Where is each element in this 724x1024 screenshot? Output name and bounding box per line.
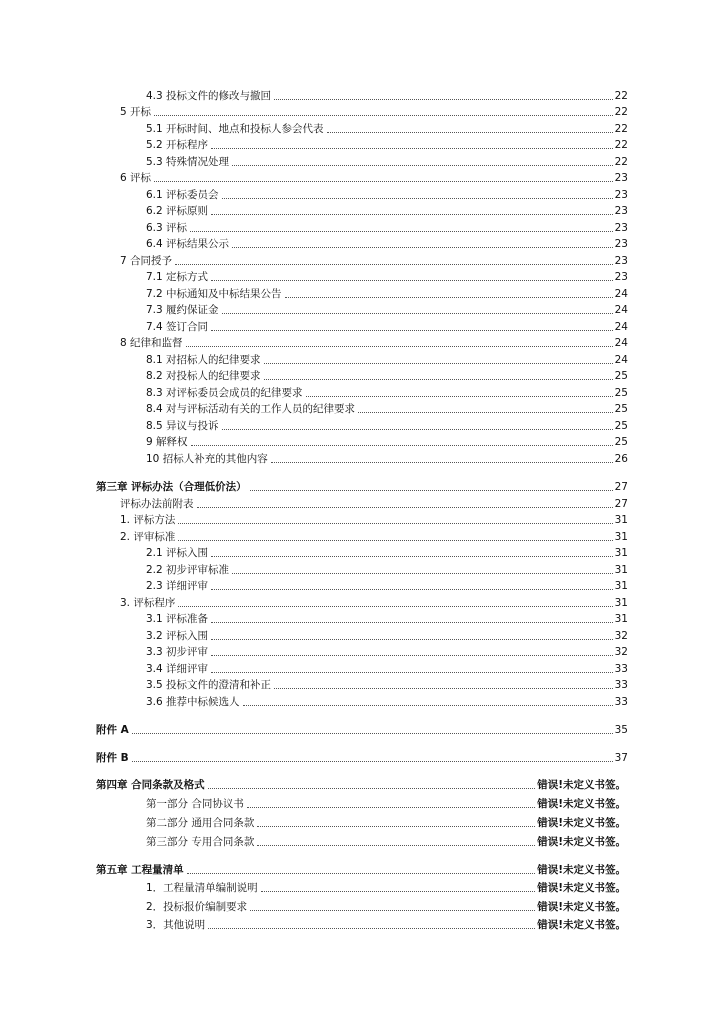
toc-dot-leader	[154, 115, 613, 116]
toc-dot-leader	[250, 910, 535, 911]
toc-entry[interactable]	[146, 694, 628, 709]
toc-entry[interactable]	[146, 611, 628, 626]
toc-dot-leader	[211, 622, 613, 623]
toc-entry[interactable]	[146, 899, 626, 914]
toc-entry-title: 2.1 评标入围	[146, 547, 209, 559]
toc-dot-leader	[211, 280, 613, 281]
toc-entry-page: 23	[614, 205, 628, 217]
toc-entry-page: 错误!未定义书签。	[537, 901, 626, 913]
toc-entry[interactable]	[146, 302, 628, 317]
toc-dot-leader	[250, 490, 613, 491]
toc-dot-leader	[211, 655, 613, 656]
toc-entry-page: 22	[614, 139, 628, 151]
toc-entry[interactable]	[146, 917, 626, 932]
toc-entry-page: 23	[614, 189, 628, 201]
toc-entry[interactable]	[146, 88, 628, 103]
toc-entry-title: 2．投标报价编制要求	[146, 901, 248, 913]
toc-entry-page: 22	[614, 156, 628, 168]
toc-entry-page: 24	[614, 304, 628, 316]
toc-dot-leader	[154, 181, 613, 182]
toc-entry-page: 错误!未定义书签。	[537, 919, 626, 931]
toc-entry-page: 23	[614, 238, 628, 250]
toc-dot-leader	[186, 346, 613, 347]
toc-entry-title: 5 开标	[120, 106, 152, 118]
toc-dot-leader	[222, 198, 613, 199]
toc-dot-leader	[211, 330, 613, 331]
toc-entry-title: 第三章 评标办法（合理低价法）	[96, 481, 247, 493]
toc-dot-leader	[211, 556, 613, 557]
toc-entry-page: 25	[614, 403, 628, 415]
toc-entry[interactable]	[146, 834, 626, 849]
toc-dot-leader	[261, 891, 536, 892]
toc-entry[interactable]	[120, 595, 628, 610]
toc-entry-title: 第一部分 合同协议书	[146, 798, 244, 810]
toc-entry-page: 23	[614, 271, 628, 283]
toc-entry-title: 6.4 评标结果公示	[146, 238, 230, 250]
toc-entry[interactable]	[146, 269, 628, 284]
toc-entry[interactable]	[146, 677, 628, 692]
toc-entry-page: 33	[614, 679, 628, 691]
toc-entry-title: 8.3 对评标委员会成员的纪律要求	[146, 387, 303, 399]
toc-entry-title: 8 纪律和监督	[120, 337, 183, 349]
toc-entry-page: 23	[614, 172, 628, 184]
toc-dot-leader	[358, 412, 613, 413]
toc-entry[interactable]	[146, 385, 628, 400]
toc-entry[interactable]	[146, 796, 626, 811]
toc-entry-page: 31	[614, 564, 628, 576]
toc-entry-page: 32	[614, 630, 628, 642]
toc-dot-leader	[232, 573, 613, 574]
toc-entry[interactable]	[146, 644, 628, 659]
toc-entry[interactable]	[96, 750, 628, 765]
toc-entry[interactable]	[96, 722, 628, 737]
toc-entry-page: 24	[614, 321, 628, 333]
toc-entry[interactable]	[146, 628, 628, 643]
toc-entry-page: 23	[614, 255, 628, 267]
toc-dot-leader	[178, 606, 612, 607]
toc-dot-leader	[274, 99, 613, 100]
toc-dot-leader	[327, 132, 613, 133]
toc-dot-leader	[211, 639, 613, 640]
toc-dot-leader	[264, 379, 613, 380]
toc-entry[interactable]	[120, 170, 628, 185]
toc-entry-title: 7.4 签订合同	[146, 321, 209, 333]
toc-dot-leader	[187, 873, 536, 874]
toc-entry-page: 31	[614, 547, 628, 559]
toc-entry[interactable]	[146, 137, 628, 152]
toc-entry[interactable]	[146, 154, 628, 169]
toc-entry-page: 错误!未定义书签。	[537, 817, 626, 829]
toc-dot-leader	[222, 313, 613, 314]
toc-entry[interactable]	[146, 451, 628, 466]
toc-entry-page: 37	[614, 752, 628, 764]
toc-entry-title: 3. 评标程序	[120, 597, 176, 609]
toc-entry-title: 附件 A	[96, 724, 129, 736]
toc-entry-title: 7.1 定标方式	[146, 271, 209, 283]
toc-entry-page: 33	[614, 663, 628, 675]
toc-entry[interactable]	[146, 121, 628, 136]
toc-dot-leader	[211, 214, 613, 215]
toc-entry-page: 23	[614, 222, 628, 234]
toc-dot-leader	[306, 396, 613, 397]
toc-dot-leader	[175, 264, 613, 265]
toc-entry[interactable]	[96, 862, 626, 877]
toc-entry-page: 22	[614, 106, 628, 118]
toc-entry-page: 31	[614, 597, 628, 609]
toc-dot-leader	[132, 761, 613, 762]
toc-entry-title: 8.4 对与评标活动有关的工作人员的纪律要求	[146, 403, 356, 415]
toc-dot-leader	[274, 688, 613, 689]
toc-entry-page: 25	[614, 387, 628, 399]
toc-entry[interactable]	[120, 512, 628, 527]
toc-entry-title: 7 合同授予	[120, 255, 173, 267]
toc-dot-leader	[208, 788, 536, 789]
toc-dot-leader	[222, 429, 613, 430]
toc-dot-leader	[211, 148, 613, 149]
toc-entry-title: 5.1 开标时间、地点和投标人参会代表	[146, 123, 324, 135]
toc-entry[interactable]	[146, 562, 628, 577]
toc-dot-leader	[197, 507, 613, 508]
toc-entry-title: 2. 评审标准	[120, 531, 176, 543]
toc-entry-page: 22	[614, 90, 628, 102]
toc-entry-title: 3．其他说明	[146, 919, 206, 931]
toc-entry-title: 7.2 中标通知及中标结果公告	[146, 288, 282, 300]
toc-entry[interactable]	[120, 529, 628, 544]
toc-entry[interactable]	[120, 253, 628, 268]
toc-entry-page: 35	[614, 724, 628, 736]
toc-entry-page: 31	[614, 531, 628, 543]
toc-entry[interactable]	[120, 496, 628, 511]
toc-dot-leader	[257, 826, 535, 827]
toc-entry-title: 第五章 工程量清单	[96, 864, 184, 876]
toc-entry-title: 8.1 对招标人的纪律要求	[146, 354, 261, 366]
toc-entry[interactable]	[96, 479, 628, 494]
toc-entry[interactable]	[146, 319, 628, 334]
toc-entry-title: 3.6 推荐中标候选人	[146, 696, 240, 708]
toc-entry-title: 1．工程量清单编制说明	[146, 882, 258, 894]
toc-entry[interactable]	[146, 220, 628, 235]
toc-entry[interactable]	[146, 434, 628, 449]
toc-entry-title: 5.3 特殊情况处理	[146, 156, 230, 168]
toc-entry-page: 错误!未定义书签。	[537, 836, 626, 848]
toc-dot-leader	[178, 523, 612, 524]
toc-entry-title: 2.3 详细评审	[146, 580, 209, 592]
toc-entry[interactable]	[146, 368, 628, 383]
toc-dot-leader	[178, 540, 612, 541]
toc-entry-page: 27	[614, 481, 628, 493]
toc-entry[interactable]	[146, 401, 628, 416]
toc-entry-page: 24	[614, 354, 628, 366]
toc-entry-title: 8.5 异议与投诉	[146, 420, 219, 432]
toc-entry[interactable]	[146, 545, 628, 560]
toc-entry[interactable]	[146, 880, 626, 895]
toc-entry-page: 24	[614, 288, 628, 300]
toc-entry-title: 3.1 评标准备	[146, 613, 209, 625]
toc-entry-title: 6.2 评标原则	[146, 205, 209, 217]
toc-entry[interactable]	[146, 661, 628, 676]
toc-entry-title: 8.2 对投标人的纪律要求	[146, 370, 261, 382]
toc-entry-page: 31	[614, 580, 628, 592]
toc-entry-page: 27	[614, 498, 628, 510]
toc-dot-leader	[190, 231, 613, 232]
toc-entry[interactable]	[146, 418, 628, 433]
toc-entry-title: 1. 评标方法	[120, 514, 176, 526]
toc-entry[interactable]	[146, 815, 626, 830]
toc-entry-title: 评标办法前附表	[120, 498, 194, 510]
toc-entry-title: 第四章 合同条款及格式	[96, 779, 205, 791]
toc-entry[interactable]	[146, 578, 628, 593]
toc-entry-page: 错误!未定义书签。	[537, 779, 626, 791]
toc-entry-title: 3.3 初步评审	[146, 646, 209, 658]
toc-entry-title: 5.2 开标程序	[146, 139, 209, 151]
toc-entry-page: 32	[614, 646, 628, 658]
toc-dot-leader	[191, 445, 613, 446]
toc-entry-page: 31	[614, 514, 628, 526]
toc-dot-leader	[208, 928, 535, 929]
toc-entry-title: 附件 B	[96, 752, 129, 764]
toc-entry-page: 25	[614, 420, 628, 432]
toc-dot-leader	[243, 705, 613, 706]
toc-entry-title: 10 招标人补充的其他内容	[146, 453, 268, 465]
toc-entry-title: 6.3 评标	[146, 222, 188, 234]
toc-entry[interactable]	[120, 104, 628, 119]
toc-dot-leader	[285, 297, 613, 298]
toc-dot-leader	[232, 165, 613, 166]
toc-entry-page: 24	[614, 337, 628, 349]
toc-dot-leader	[257, 845, 535, 846]
toc-entry-title: 3.2 评标入围	[146, 630, 209, 642]
toc-entry-page: 26	[614, 453, 628, 465]
toc-entry[interactable]	[146, 203, 628, 218]
toc-entry[interactable]	[120, 335, 628, 350]
toc-entry-title: 第三部分 专用合同条款	[146, 836, 255, 848]
toc-entry[interactable]	[146, 187, 628, 202]
toc-entry-title: 6.1 评标委员会	[146, 189, 219, 201]
toc-entry-page: 错误!未定义书签。	[537, 798, 626, 810]
toc-entry-title: 7.3 履约保证金	[146, 304, 219, 316]
toc-entry-title: 3.4 详细评审	[146, 663, 209, 675]
toc-entry-title: 6 评标	[120, 172, 152, 184]
toc-entry-page: 31	[614, 613, 628, 625]
toc-entry[interactable]	[96, 777, 626, 792]
toc-dot-leader	[264, 363, 613, 364]
toc-entry-page: 25	[614, 370, 628, 382]
toc-entry-title: 3.5 投标文件的澄清和补正	[146, 679, 272, 691]
toc-entry-page: 错误!未定义书签。	[537, 864, 626, 876]
toc-dot-leader	[232, 247, 613, 248]
toc-dot-leader	[247, 807, 535, 808]
toc-dot-leader	[132, 733, 613, 734]
toc-entry-page: 22	[614, 123, 628, 135]
toc-entry-title: 第二部分 通用合同条款	[146, 817, 255, 829]
toc-entry-title: 9 解释权	[146, 436, 188, 448]
toc-dot-leader	[211, 589, 613, 590]
toc-dot-leader	[211, 672, 613, 673]
toc-entry[interactable]	[146, 352, 628, 367]
toc-entry[interactable]	[146, 236, 628, 251]
toc-entry-title: 2.2 初步评审标准	[146, 564, 230, 576]
toc-entry-page: 33	[614, 696, 628, 708]
toc-entry-page: 错误!未定义书签。	[537, 882, 626, 894]
toc-entry-page: 25	[614, 436, 628, 448]
toc-entry-title: 4.3 投标文件的修改与撤回	[146, 90, 272, 102]
toc-dot-leader	[271, 462, 613, 463]
toc-entry[interactable]	[146, 286, 628, 301]
